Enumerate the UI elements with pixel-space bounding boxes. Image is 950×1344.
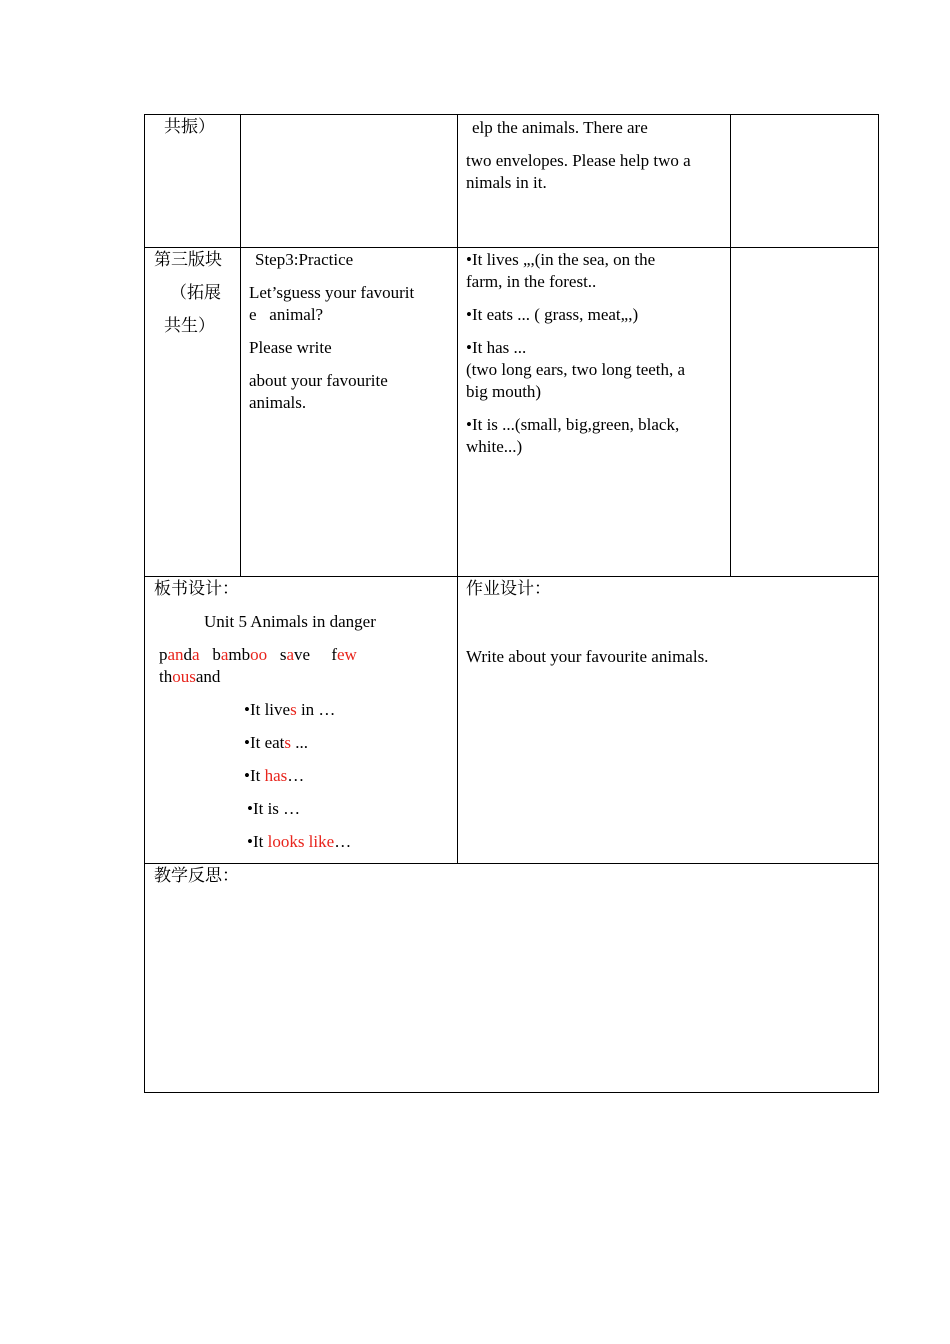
homework-text: Write about your favourite animals. (466, 647, 709, 666)
bullet-lives-line2: farm, in the forest.. (466, 272, 597, 291)
row1-col3-cell (466, 117, 728, 194)
board-title: Unit 5 Animals in danger (204, 612, 376, 631)
row1-col1-cell (164, 116, 215, 138)
board-sentence-eats: •It eats ... (244, 733, 309, 752)
board-sentence-has: •It has… (244, 766, 305, 785)
step3-heading: Step3:Practice (255, 250, 354, 269)
row-divider-3 (144, 863, 879, 864)
table-border-right (878, 114, 879, 1093)
word-save: save (279, 645, 311, 664)
row2-col3-cell (466, 249, 728, 458)
row-divider-1 (144, 247, 879, 248)
homework-label: 作业设计： (466, 579, 551, 598)
lesson-plan-table (144, 114, 879, 1093)
col-divider-1 (240, 114, 241, 577)
reflection-label: 教学反思： (154, 866, 239, 885)
bullet-has-line2: (two long ears, two long teeth, a (466, 360, 686, 379)
row2-col1-line3: 共生） (164, 316, 215, 335)
row2-col1-line1: 第三版块 (154, 250, 222, 269)
row-divider-2 (144, 576, 879, 577)
word-panda: panda (159, 645, 200, 664)
row2-col1-cell (154, 249, 222, 337)
col-divider-2 (457, 114, 458, 864)
bullet-is-line2: white...) (466, 437, 523, 456)
word-few: few (331, 645, 357, 664)
row1-col1-text: 共振） (164, 117, 215, 136)
table-border-bottom (144, 1092, 879, 1093)
board-sentence-lives: •It lives in … (244, 700, 336, 719)
reflection-cell (154, 865, 239, 887)
bullet-has-line3: big mouth) (466, 382, 542, 401)
table-border-left (144, 114, 145, 1093)
guess-line2: e animal? (249, 305, 324, 324)
bullet-is-line1: •It is ...(small, big,green, black, (466, 415, 680, 434)
guess-line1: Let’sguess your favourit (249, 283, 415, 302)
row1-col3-line3: nimals in it. (466, 173, 547, 192)
row1-col3-line2: two envelopes. Please help two a (466, 151, 691, 170)
row2-col1-line2: （拓展 (170, 283, 221, 302)
board-design-cell (154, 578, 454, 853)
bullet-lives-line1: •It lives „,(in the sea, on the (466, 250, 656, 269)
homework-cell (466, 578, 866, 668)
board-sentence-looks-like: •It looks like… (247, 832, 352, 851)
table-border-top (144, 114, 879, 115)
col-divider-3 (730, 114, 731, 577)
word-thousand: thousand (159, 667, 221, 686)
word-bamboo: bamboo (212, 645, 268, 664)
board-sentence-is: •It is … (247, 799, 301, 818)
bullet-eats: •It eats ... ( grass, meat„,) (466, 305, 639, 324)
please-write-line: Please write (249, 338, 332, 357)
vocab-line2 (154, 666, 454, 688)
vocab-line1 (154, 644, 454, 666)
row1-col3-line1: elp the animals. There are (472, 118, 648, 137)
bullet-has-line1: •It has ... (466, 338, 527, 357)
row2-col2-cell (249, 249, 455, 414)
about-line1: about your favourite (249, 371, 388, 390)
board-design-label: 板书设计： (154, 579, 239, 598)
about-line2: animals. (249, 393, 307, 412)
